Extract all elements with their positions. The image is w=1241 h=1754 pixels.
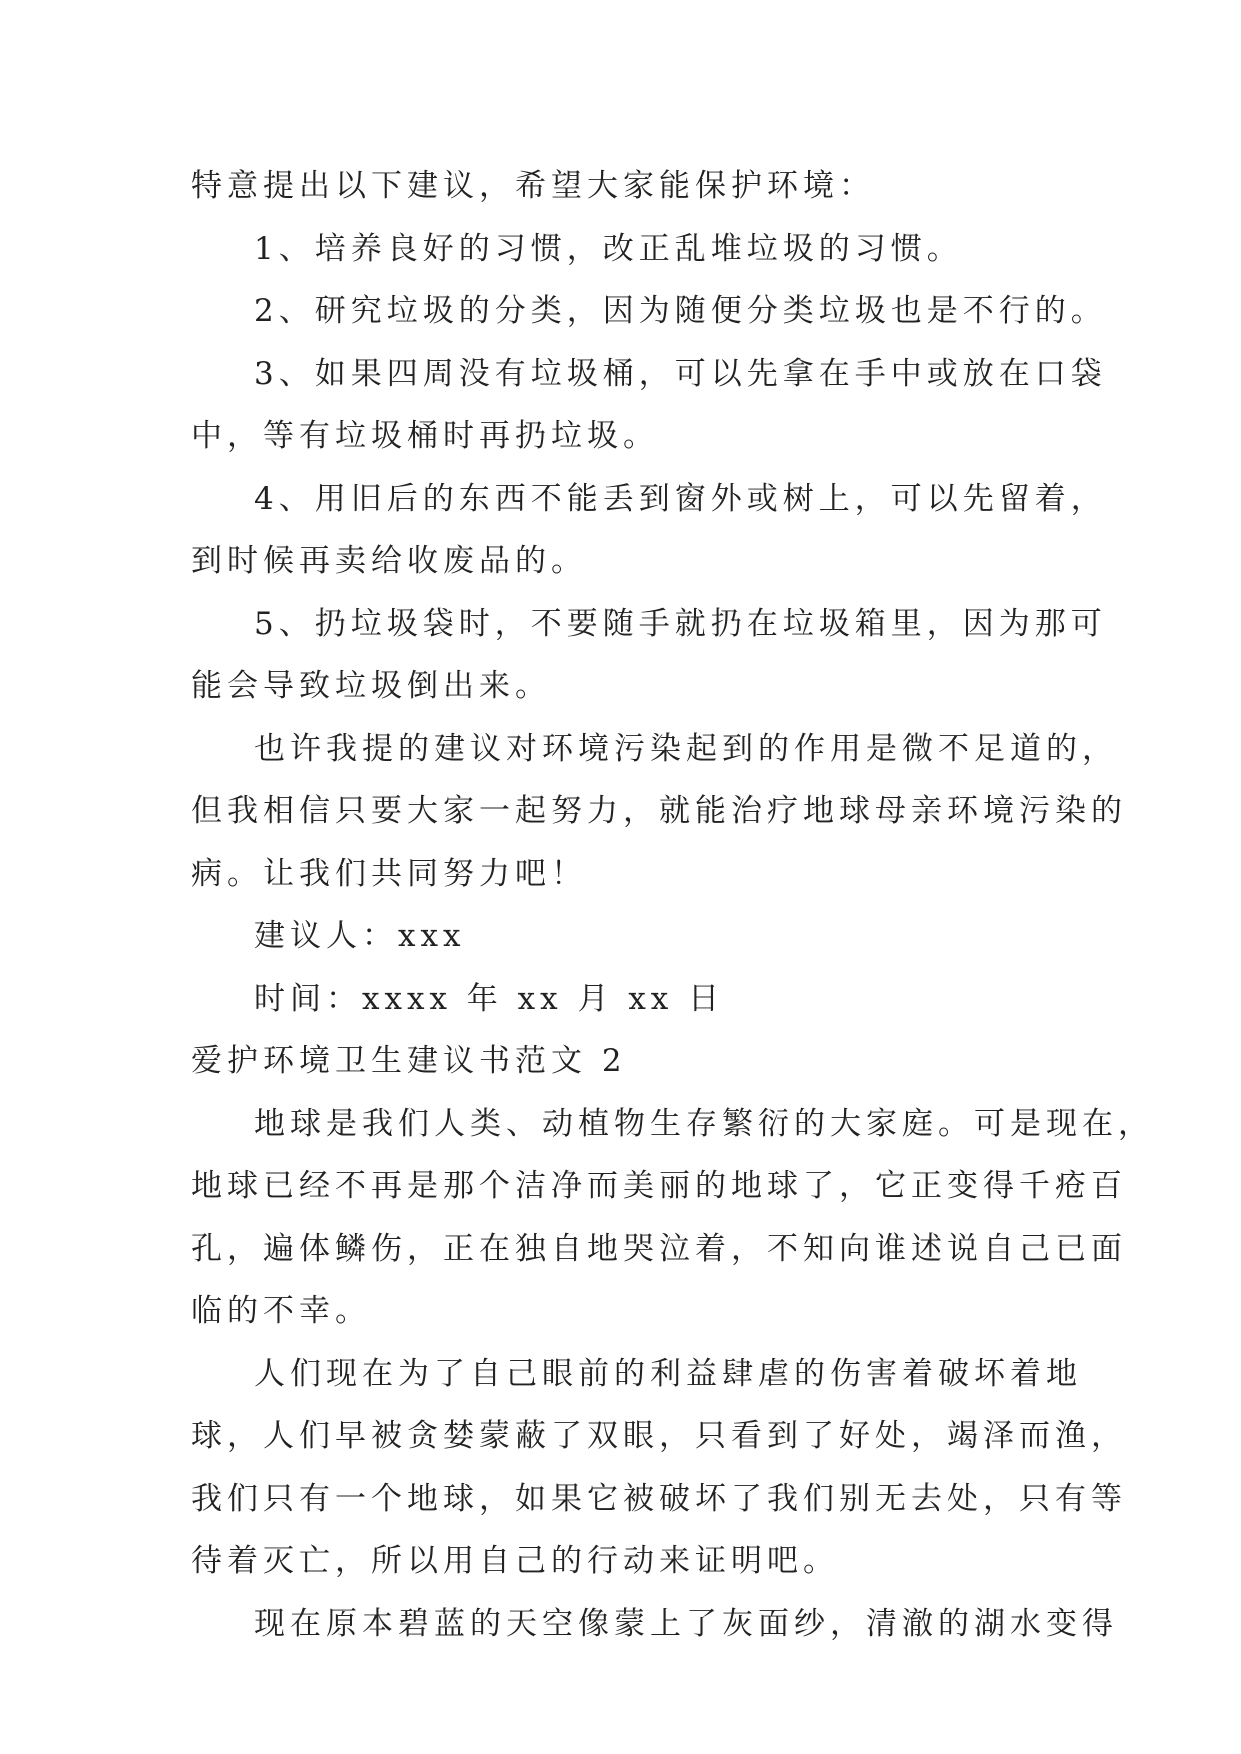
signer-line: 建议人：xxx <box>254 918 466 954</box>
text-line: 1、培养良好的习惯，改正乱堆垃圾的习惯。 <box>254 230 963 267</box>
text-line: 地球是我们人类、动植物生存繁衍的大家庭。可是现在， <box>254 1105 1154 1142</box>
text-line: 但我相信只要大家一起努力，就能治疗地球母亲环境污染的 <box>191 793 1127 829</box>
text-line: 现在原本碧蓝的天空像蒙上了灰面纱，清澈的湖水变得 <box>254 1605 1118 1642</box>
text-line: 也许我提的建议对环境污染起到的作用是微不足道的， <box>254 730 1118 767</box>
text-line: 临的不幸。 <box>191 1293 371 1329</box>
text-line: 我们只有一个地球，如果它被破坏了我们别无去处，只有等 <box>191 1480 1127 1517</box>
section-title: 爱护环境卫生建议书范文 2 <box>191 1043 627 1079</box>
text-line: 待着灭亡，所以用自己的行动来证明吧。 <box>191 1543 839 1579</box>
date-line: 时间：xxxx 年 xx 月 xx 日 <box>254 980 725 1017</box>
text-line: 4、用旧后的东西不能丢到窗外或树上，可以先留着， <box>254 480 1107 517</box>
text-line: 人们现在为了自己眼前的利益肆虐的伤害着破坏着地 <box>254 1355 1082 1392</box>
text-line: 5、扔垃圾袋时，不要随手就扔在垃圾箱里，因为那可 <box>254 605 1107 642</box>
text-line: 特意提出以下建议，希望大家能保护环境： <box>191 168 875 204</box>
text-line: 地球已经不再是那个洁净而美丽的地球了，它正变得千疮百 <box>191 1168 1127 1204</box>
text-line: 到时候再卖给收废品的。 <box>191 543 587 579</box>
text-line: 中，等有垃圾桶时再扔垃圾。 <box>191 418 659 454</box>
text-line: 能会导致垃圾倒出来。 <box>191 668 551 704</box>
text-line: 3、如果四周没有垃圾桶，可以先拿在手中或放在口袋 <box>254 355 1107 392</box>
text-line: 孔，遍体鳞伤，正在独自地哭泣着，不知向谁述说自己已面 <box>191 1230 1127 1267</box>
text-line: 2、研究垃圾的分类，因为随便分类垃圾也是不行的。 <box>254 293 1107 329</box>
document-body <box>191 155 1154 1655</box>
text-line: 球，人们早被贪婪蒙蔽了双眼，只看到了好处，竭泽而渔， <box>191 1418 1127 1454</box>
text-line: 病。让我们共同努力吧！ <box>191 855 587 892</box>
